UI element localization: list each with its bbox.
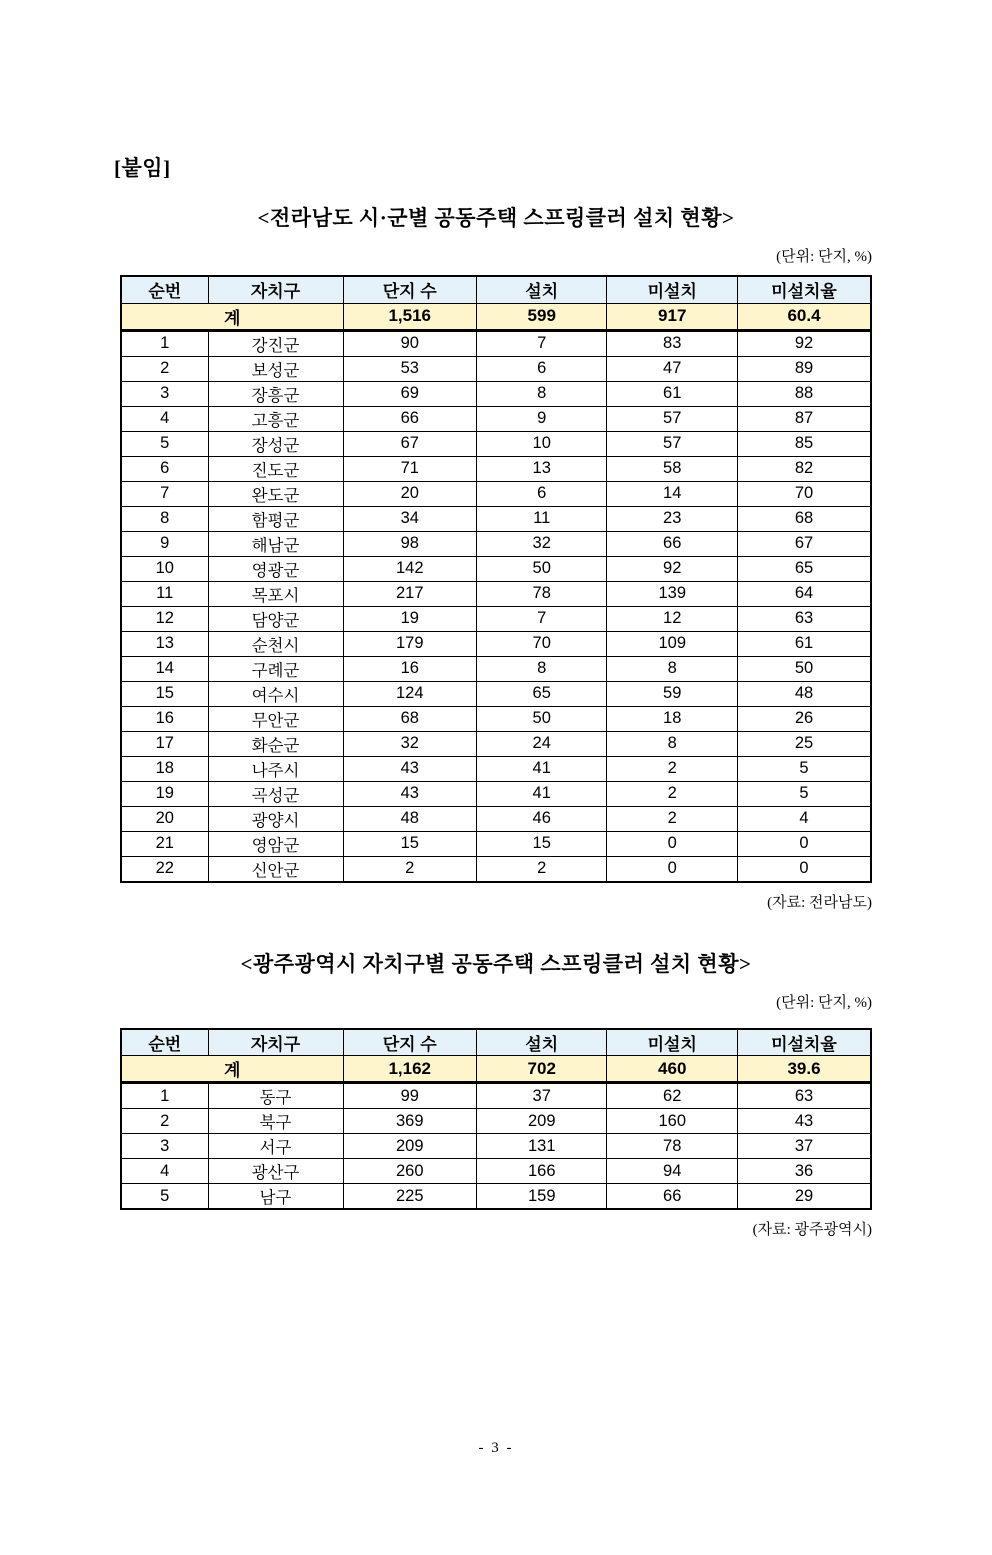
gwangju-table-body bbox=[121, 1083, 871, 1210]
table-cell: 59 bbox=[607, 681, 738, 706]
total-label: 계 bbox=[121, 1056, 343, 1083]
table-row bbox=[121, 356, 871, 381]
table-cell: 영암군 bbox=[208, 831, 343, 856]
table-cell: 66 bbox=[607, 531, 738, 556]
table-cell: 34 bbox=[343, 506, 476, 531]
table-row bbox=[121, 481, 871, 506]
table-cell: 82 bbox=[737, 456, 871, 481]
table-cell: 장성군 bbox=[208, 431, 343, 456]
table-cell: 20 bbox=[121, 806, 208, 831]
table-cell: 83 bbox=[607, 330, 738, 356]
table-cell: 67 bbox=[343, 431, 476, 456]
column-header: 설치 bbox=[476, 276, 607, 303]
table-cell: 10 bbox=[476, 431, 607, 456]
total-value: 1,162 bbox=[343, 1056, 476, 1083]
table-cell: 12 bbox=[121, 606, 208, 631]
table-cell: 37 bbox=[737, 1134, 871, 1159]
table-cell: 18 bbox=[607, 706, 738, 731]
table-cell: 0 bbox=[737, 856, 871, 882]
table-cell: 57 bbox=[607, 431, 738, 456]
table-cell: 50 bbox=[476, 706, 607, 731]
table-cell: 7 bbox=[476, 330, 607, 356]
table-cell: 71 bbox=[343, 456, 476, 481]
table-cell: 8 bbox=[607, 656, 738, 681]
table-cell: 6 bbox=[476, 356, 607, 381]
table-row bbox=[121, 456, 871, 481]
table-cell: 66 bbox=[607, 1184, 738, 1210]
total-value: 1,516 bbox=[343, 303, 476, 330]
table-cell: 159 bbox=[476, 1184, 607, 1210]
table-cell: 8 bbox=[121, 506, 208, 531]
table-cell: 69 bbox=[343, 381, 476, 406]
column-header: 미설치율 bbox=[737, 1029, 871, 1056]
table-row bbox=[121, 531, 871, 556]
table-cell: 48 bbox=[737, 681, 871, 706]
table-cell: 98 bbox=[343, 531, 476, 556]
table-cell: 15 bbox=[476, 831, 607, 856]
total-label: 계 bbox=[121, 303, 343, 330]
table-cell: 보성군 bbox=[208, 356, 343, 381]
table-cell: 5 bbox=[737, 756, 871, 781]
table-cell: 11 bbox=[476, 506, 607, 531]
table-cell: 6 bbox=[121, 456, 208, 481]
table-cell: 63 bbox=[737, 1083, 871, 1109]
gwangju-table-title: <광주광역시 자치구별 공동주택 스프링클러 설치 현황> bbox=[240, 951, 752, 976]
table-cell: 6 bbox=[476, 481, 607, 506]
table-cell: 7 bbox=[121, 481, 208, 506]
table-cell: 41 bbox=[476, 756, 607, 781]
table-cell: 고흥군 bbox=[208, 406, 343, 431]
jeonnam-table-body bbox=[121, 330, 871, 882]
table-row bbox=[121, 406, 871, 431]
table-cell: 13 bbox=[476, 456, 607, 481]
total-value: 460 bbox=[607, 1056, 738, 1083]
table-cell: 16 bbox=[121, 706, 208, 731]
table-cell: 131 bbox=[476, 1134, 607, 1159]
table-cell: 209 bbox=[343, 1134, 476, 1159]
table-cell: 25 bbox=[737, 731, 871, 756]
table-cell: 78 bbox=[476, 581, 607, 606]
total-value: 917 bbox=[607, 303, 738, 330]
table-cell: 43 bbox=[343, 756, 476, 781]
table-cell: 50 bbox=[476, 556, 607, 581]
table-cell: 41 bbox=[476, 781, 607, 806]
table-row bbox=[121, 1109, 871, 1134]
table-cell: 3 bbox=[121, 381, 208, 406]
table-cell: 92 bbox=[737, 330, 871, 356]
table-cell: 65 bbox=[737, 556, 871, 581]
column-header: 설치 bbox=[476, 1029, 607, 1056]
table-cell: 142 bbox=[343, 556, 476, 581]
table-cell: 68 bbox=[343, 706, 476, 731]
table-row bbox=[121, 831, 871, 856]
table-cell: 19 bbox=[343, 606, 476, 631]
table-cell: 8 bbox=[607, 731, 738, 756]
table-cell: 19 bbox=[121, 781, 208, 806]
table-row bbox=[121, 330, 871, 356]
table-cell: 23 bbox=[607, 506, 738, 531]
table-cell: 8 bbox=[476, 656, 607, 681]
table-cell: 32 bbox=[476, 531, 607, 556]
table-cell: 20 bbox=[343, 481, 476, 506]
table-cell: 124 bbox=[343, 681, 476, 706]
table-cell: 43 bbox=[737, 1109, 871, 1134]
jeonnam-unit-note: (단위: 단지, %) bbox=[776, 249, 872, 265]
table-cell: 89 bbox=[737, 356, 871, 381]
table-cell: 2 bbox=[607, 781, 738, 806]
table-cell: 해남군 bbox=[208, 531, 343, 556]
total-value: 60.4 bbox=[737, 303, 871, 330]
table-cell: 1 bbox=[121, 1083, 208, 1109]
table-cell: 곡성군 bbox=[208, 781, 343, 806]
table-cell: 5 bbox=[121, 1184, 208, 1210]
jeonnam-total-row bbox=[121, 303, 871, 330]
table-cell: 22 bbox=[121, 856, 208, 882]
column-header: 자치구 bbox=[208, 1029, 343, 1056]
table-cell: 37 bbox=[476, 1083, 607, 1109]
table-cell: 신안군 bbox=[208, 856, 343, 882]
table-cell: 63 bbox=[737, 606, 871, 631]
table-cell: 0 bbox=[607, 856, 738, 882]
table-cell: 9 bbox=[121, 531, 208, 556]
table-row bbox=[121, 1184, 871, 1210]
table-cell: 26 bbox=[737, 706, 871, 731]
table-cell: 13 bbox=[121, 631, 208, 656]
table-cell: 65 bbox=[476, 681, 607, 706]
table-cell: 11 bbox=[121, 581, 208, 606]
column-header: 미설치 bbox=[607, 276, 738, 303]
table-cell: 160 bbox=[607, 1109, 738, 1134]
gwangju-total-row bbox=[121, 1056, 871, 1083]
table-cell: 5 bbox=[121, 431, 208, 456]
table-cell: 5 bbox=[737, 781, 871, 806]
column-header: 단지 수 bbox=[343, 1029, 476, 1056]
table-row bbox=[121, 756, 871, 781]
gwangju-unit-note: (단위: 단지, %) bbox=[776, 994, 872, 1011]
table-row bbox=[121, 506, 871, 531]
table-cell: 여수시 bbox=[208, 681, 343, 706]
table-row bbox=[121, 381, 871, 406]
table-cell: 85 bbox=[737, 431, 871, 456]
table-cell: 209 bbox=[476, 1109, 607, 1134]
table-cell: 70 bbox=[476, 631, 607, 656]
total-value: 702 bbox=[476, 1056, 607, 1083]
table-cell: 7 bbox=[476, 606, 607, 631]
table-cell: 43 bbox=[343, 781, 476, 806]
table-cell: 24 bbox=[476, 731, 607, 756]
table-row bbox=[121, 856, 871, 882]
table-cell: 14 bbox=[607, 481, 738, 506]
table-cell: 4 bbox=[121, 406, 208, 431]
table-cell: 4 bbox=[121, 1159, 208, 1184]
table-cell: 0 bbox=[737, 831, 871, 856]
table-cell: 68 bbox=[737, 506, 871, 531]
table-cell: 장흥군 bbox=[208, 381, 343, 406]
table-cell: 50 bbox=[737, 656, 871, 681]
column-header: 단지 수 bbox=[343, 276, 476, 303]
table-cell: 담양군 bbox=[208, 606, 343, 631]
table-cell: 109 bbox=[607, 631, 738, 656]
table-cell: 16 bbox=[343, 656, 476, 681]
table-row bbox=[121, 1083, 871, 1109]
table-cell: 57 bbox=[607, 406, 738, 431]
jeonnam-sprinkler-table bbox=[120, 275, 872, 883]
table-cell: 87 bbox=[737, 406, 871, 431]
table-cell: 32 bbox=[343, 731, 476, 756]
table-cell: 53 bbox=[343, 356, 476, 381]
table-cell: 99 bbox=[343, 1083, 476, 1109]
table-cell: 21 bbox=[121, 831, 208, 856]
table-cell: 36 bbox=[737, 1159, 871, 1184]
table-cell: 15 bbox=[343, 831, 476, 856]
table-row bbox=[121, 731, 871, 756]
table-cell: 2 bbox=[607, 806, 738, 831]
table-cell: 무안군 bbox=[208, 706, 343, 731]
table-cell: 동구 bbox=[208, 1083, 343, 1109]
table-cell: 94 bbox=[607, 1159, 738, 1184]
table-cell: 62 bbox=[607, 1083, 738, 1109]
table-cell: 남구 bbox=[208, 1184, 343, 1210]
table-cell: 영광군 bbox=[208, 556, 343, 581]
column-header: 순번 bbox=[121, 1029, 208, 1056]
table-cell: 14 bbox=[121, 656, 208, 681]
page-number: - 3 - bbox=[478, 1440, 514, 1456]
table-row bbox=[121, 631, 871, 656]
table-cell: 광산구 bbox=[208, 1159, 343, 1184]
table-cell: 2 bbox=[343, 856, 476, 882]
table-cell: 10 bbox=[121, 556, 208, 581]
attachment-label: [붙임] bbox=[114, 156, 171, 180]
table-cell: 66 bbox=[343, 406, 476, 431]
table-row bbox=[121, 431, 871, 456]
table-row bbox=[121, 606, 871, 631]
table-cell: 15 bbox=[121, 681, 208, 706]
table-cell: 369 bbox=[343, 1109, 476, 1134]
table-cell: 3 bbox=[121, 1134, 208, 1159]
table-cell: 48 bbox=[343, 806, 476, 831]
table-cell: 진도군 bbox=[208, 456, 343, 481]
table-row bbox=[121, 681, 871, 706]
gwangju-header-row bbox=[121, 1029, 871, 1056]
table-row bbox=[121, 656, 871, 681]
jeonnam-header-row bbox=[121, 276, 871, 303]
gwangju-sprinkler-table bbox=[120, 1028, 872, 1211]
table-cell: 구례군 bbox=[208, 656, 343, 681]
table-cell: 47 bbox=[607, 356, 738, 381]
table-cell: 서구 bbox=[208, 1134, 343, 1159]
jeonnam-source-note: (자료: 전라남도) bbox=[767, 894, 872, 911]
table-cell: 217 bbox=[343, 581, 476, 606]
table-row bbox=[121, 1159, 871, 1184]
table-cell: 1 bbox=[121, 330, 208, 356]
table-cell: 순천시 bbox=[208, 631, 343, 656]
table-cell: 179 bbox=[343, 631, 476, 656]
table-cell: 139 bbox=[607, 581, 738, 606]
table-cell: 북구 bbox=[208, 1109, 343, 1134]
table-cell: 9 bbox=[476, 406, 607, 431]
table-cell: 58 bbox=[607, 456, 738, 481]
table-row bbox=[121, 556, 871, 581]
table-cell: 2 bbox=[607, 756, 738, 781]
table-cell: 12 bbox=[607, 606, 738, 631]
table-cell: 2 bbox=[121, 1109, 208, 1134]
table-cell: 목포시 bbox=[208, 581, 343, 606]
table-cell: 67 bbox=[737, 531, 871, 556]
column-header: 자치구 bbox=[208, 276, 343, 303]
gwangju-source-note: (자료: 광주광역시) bbox=[752, 1222, 872, 1238]
table-cell: 18 bbox=[121, 756, 208, 781]
table-cell: 260 bbox=[343, 1159, 476, 1184]
table-cell: 225 bbox=[343, 1184, 476, 1210]
total-value: 599 bbox=[476, 303, 607, 330]
table-cell: 8 bbox=[476, 381, 607, 406]
table-cell: 61 bbox=[607, 381, 738, 406]
table-cell: 29 bbox=[737, 1184, 871, 1210]
table-row bbox=[121, 706, 871, 731]
table-cell: 광양시 bbox=[208, 806, 343, 831]
document-page bbox=[0, 152, 992, 1239]
table-cell: 17 bbox=[121, 731, 208, 756]
total-value: 39.6 bbox=[737, 1056, 871, 1083]
table-row bbox=[121, 781, 871, 806]
table-cell: 90 bbox=[343, 330, 476, 356]
table-cell: 4 bbox=[737, 806, 871, 831]
table-cell: 완도군 bbox=[208, 481, 343, 506]
table-cell: 0 bbox=[607, 831, 738, 856]
jeonnam-table-title: <전라남도 시·군별 공동주택 스프링클러 설치 현황> bbox=[257, 206, 735, 230]
table-cell: 함평군 bbox=[208, 506, 343, 531]
column-header: 미설치 bbox=[607, 1029, 738, 1056]
table-cell: 나주시 bbox=[208, 756, 343, 781]
table-cell: 2 bbox=[476, 856, 607, 882]
table-cell: 166 bbox=[476, 1159, 607, 1184]
table-cell: 70 bbox=[737, 481, 871, 506]
table-row bbox=[121, 806, 871, 831]
column-header: 미설치율 bbox=[737, 276, 871, 303]
table-row bbox=[121, 1134, 871, 1159]
table-cell: 강진군 bbox=[208, 330, 343, 356]
table-cell: 2 bbox=[121, 356, 208, 381]
column-header: 순번 bbox=[121, 276, 208, 303]
table-cell: 64 bbox=[737, 581, 871, 606]
table-cell: 61 bbox=[737, 631, 871, 656]
table-cell: 78 bbox=[607, 1134, 738, 1159]
table-cell: 46 bbox=[476, 806, 607, 831]
table-cell: 88 bbox=[737, 381, 871, 406]
table-row bbox=[121, 581, 871, 606]
table-cell: 화순군 bbox=[208, 731, 343, 756]
table-cell: 92 bbox=[607, 556, 738, 581]
